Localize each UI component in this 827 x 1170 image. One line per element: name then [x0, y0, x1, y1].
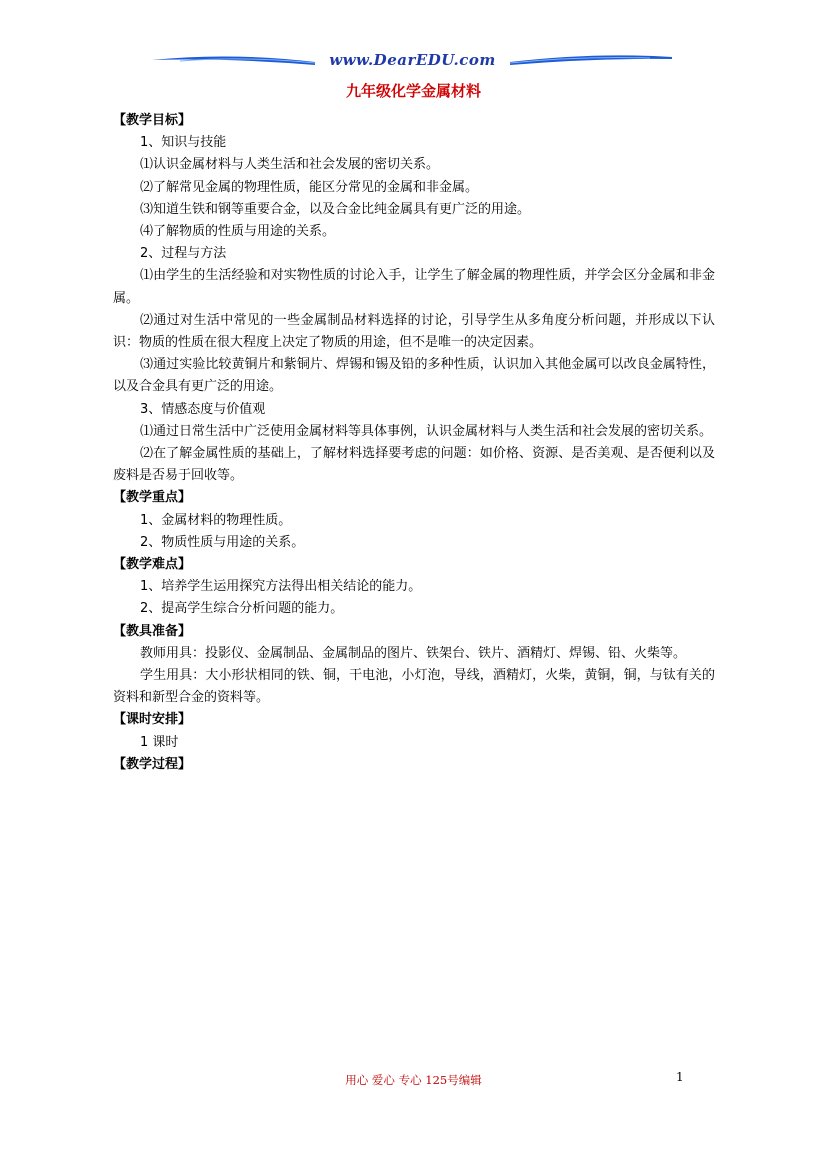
objective-line: ⑷了解物质的性质与用途的关系。 — [140, 224, 336, 240]
document-title: 九年级化学金属材料 — [345, 82, 481, 100]
objective-line: 3、情感态度与价值观 — [140, 401, 266, 417]
difficulty-line: 2、提高学生综合分析问题的能力。 — [140, 601, 344, 617]
key-point-line: 1、金属材料的物理性质。 — [140, 512, 292, 528]
difficulty-line: 1、培养学生运用探究方法得出相关结论的能力。 — [140, 579, 422, 595]
objective-line: 1、知识与技能 — [140, 135, 227, 151]
footer-text: 用心 爱心 专心 125号编辑 — [345, 1073, 482, 1087]
key-point-line: 2、物质性质与用途的关系。 — [140, 534, 305, 550]
objective-paragraph: ⑴由学生的生活经验和对实物性质的讨论入手，让学生了解金属的物理性质，并学会区分金属和非金属。 — [113, 268, 715, 306]
objective-line: ⑶知道生铁和钢等重要合金，以及合金比纯金属具有更广泛的用途。 — [140, 201, 531, 217]
objective-paragraph: ⑶通过实验比较黄铜片和紫铜片、焊锡和锡及铅的多种性质，认识加入其他金属可以改良金属特性，以及合金具有更广泛的用途。 — [113, 357, 715, 395]
objective-line: ⑵了解常见金属的物理性质，能区分常见的金属和非金属。 — [140, 179, 479, 195]
materials-paragraph: 教师用具：投影仪、金属制品、金属制品的图片、铁架台、铁片、酒精灯、焊锡、铅、火柴等。 — [140, 645, 687, 661]
site-name[interactable]: www.DearEDU.com — [329, 51, 496, 69]
objective-line: 2、过程与方法 — [140, 246, 227, 262]
objective-line: ⑴认识金属材料与人类生活和社会发展的密切关系。 — [140, 157, 440, 173]
section-heading-materials: 【教具准备】 — [113, 623, 192, 639]
page-number: 1 — [676, 1070, 684, 1084]
objective-paragraph: ⑴通过日常生活中广泛使用金属材料等具体事例，认识金属材料与人类生活和社会发展的密切关系。 — [140, 423, 713, 439]
section-heading-schedule: 【课时安排】 — [113, 712, 192, 728]
objective-paragraph: ⑵通过对生活中常见的一些金属制品材料选择的讨论，引导学生从多角度分析问题，并形成以下认识：物质的性质在很大程度上决定了物质的用途，但不是唯一的决定因素。 — [113, 312, 715, 351]
objective-paragraph: ⑵在了解金属性质的基础上，了解材料选择要考虑的问题：如价格、资源、是否美观、是否便利以及废料是否易于回收等。 — [113, 446, 715, 484]
section-heading-objectives: 【教学目标】 — [113, 113, 192, 128]
document-body — [113, 110, 715, 776]
section-heading-process: 【教学过程】 — [113, 756, 192, 772]
section-heading-difficulties: 【教学难点】 — [113, 557, 192, 573]
schedule-line: 1 课时 — [140, 734, 179, 750]
section-heading-key-points: 【教学重点】 — [113, 490, 192, 506]
header-banner — [150, 50, 675, 74]
materials-paragraph: 学生用具：大小形状相同的铁、铜，干电池，小灯泡，导线，酒精灯，火柴，黄铜，铜，与钛有关的资料和新型合金的资料等。 — [113, 668, 715, 706]
